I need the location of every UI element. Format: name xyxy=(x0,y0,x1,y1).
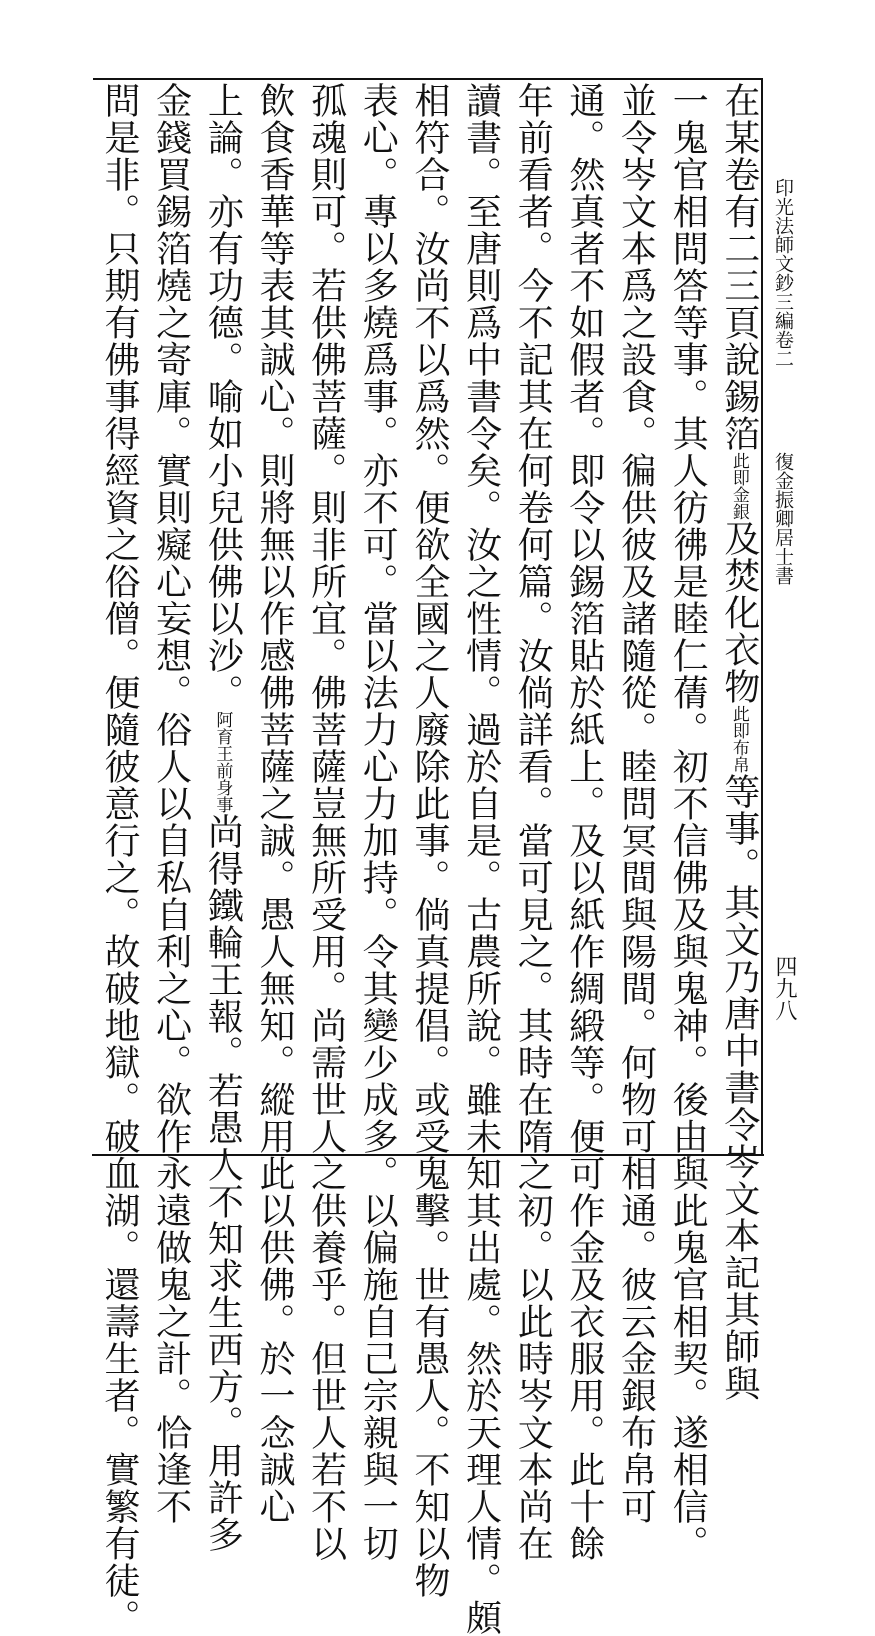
annotation-note: 阿育王前身事 xyxy=(212,711,233,813)
text-column xyxy=(460,82,502,1636)
text-column xyxy=(615,82,657,1525)
annotation-note: 此即布帛 xyxy=(728,705,749,773)
page-number: 四九八 xyxy=(772,955,797,1021)
column-text: 表心。專以多燒爲事。亦不可。當以法力心力加持。令其變少成多。以偏施自己宗親與一切 xyxy=(357,82,399,1562)
column-text: 飲食香華等表其誠心。則將無以作感佛菩薩之誠。愚人無知。縱用此以供佛。於一念誠心 xyxy=(253,82,295,1525)
text-column xyxy=(305,82,347,1562)
text-column xyxy=(98,82,140,1636)
text-column xyxy=(563,82,605,1562)
letter-title: 復金振卿居士書 xyxy=(772,452,794,585)
text-column xyxy=(253,82,295,1525)
column-text: 並令岑文本爲之設食。徧供彼及諸隨從。睦問冥間與陽間。何物可相通。彼云金銀布帛可 xyxy=(615,82,657,1525)
annotation-note: 此即金銀 xyxy=(728,452,749,520)
running-title: 印光法師文鈔三編卷二 xyxy=(772,178,794,368)
text-block xyxy=(98,82,760,1636)
column-text: 及焚化衣物 xyxy=(718,520,760,705)
column-text: 上論。亦有功德。喻如小兒供佛以沙。 xyxy=(202,82,244,711)
text-column xyxy=(356,82,399,1562)
column-text: 金錢買錫箔燒之寄庫。實則癡心妄想。俗人以自私自利之心。欲作永遠做鬼之計。恰逢不 xyxy=(150,82,192,1525)
column-text: 年前看者。今不記其在何卷何篇。汝倘詳看。當可見之。其時在隋之初。以此時岑文本尚在 xyxy=(512,82,554,1562)
column-text: 問是非。只期有佛事得經資之俗僧。便隨彼意行之。故破地獄。破血湖。還壽生者。實繁有徒。 xyxy=(99,82,140,1636)
text-column xyxy=(408,82,450,1599)
column-text: 一鬼官相問答等事。其人彷彿是睦仁蒨。初不信佛及與鬼神。後由與此鬼官相契。遂相信。 xyxy=(667,82,709,1562)
text-column xyxy=(201,82,244,1553)
column-text: 尚得鐵輪王報。若愚人不知求生西方。用許多 xyxy=(202,813,244,1553)
column-text: 通。然真者不如假者。即令以錫箔貼於紙上。及以紙作綢緞等。便可作金及衣服用。此十餘 xyxy=(563,82,605,1562)
column-text: 讀書。至唐則爲中書令矣。汝之性情。過於自是。古農所說。雖未知其出處。然於天理人情。頗 xyxy=(460,82,502,1636)
column-text: 相符合。汝尚不以爲然。便欲全國之人廢除此事。倘真提倡。或受鬼擊。世有愚人。不知以物 xyxy=(408,82,450,1599)
column-text: 等事。其文乃唐中書令岑文本記其師與 xyxy=(718,773,760,1402)
column-text: 孤魂則可。若供佛菩薩。則非所宜。佛菩薩豈無所受用。尚需世人之供養乎。但世人若不以 xyxy=(305,82,347,1562)
text-column xyxy=(718,82,760,1402)
column-text: 在某卷有二三頁說錫箔 xyxy=(718,82,760,452)
text-column xyxy=(511,82,554,1562)
text-column xyxy=(666,82,709,1562)
text-column xyxy=(150,82,192,1525)
